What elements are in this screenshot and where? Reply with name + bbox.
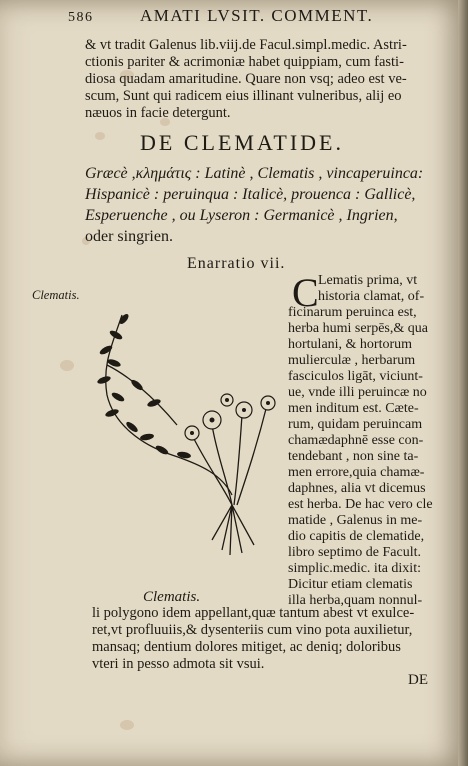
column-line: fasciculos ligāt, viciunt-: [288, 369, 423, 384]
full-line: mansaq; dentium dolores mitiget, ac deniq; doloribus: [92, 639, 401, 655]
full-line: vteri in pesso admota sit vsui.: [92, 656, 265, 672]
column-line: mulierculæ , herbarum: [288, 353, 416, 368]
page-edge: [458, 0, 468, 766]
names-line: oder singrien.: [85, 228, 173, 245]
column-line: libro septimo de Facult.: [288, 545, 421, 560]
column-line: hortulani, & hortorum: [288, 337, 413, 352]
column-line: historia clamat, of-: [318, 289, 425, 304]
column-line: men errore,quia chamæ-: [288, 465, 425, 480]
intro-line: ctionis pariter & acrimoniæ habet quippiam, cum fasti-: [85, 54, 404, 70]
page-number: 586: [68, 10, 94, 25]
column-line: matide , Galenus in me-: [288, 513, 423, 528]
clematis-woodcut-illustration: [92, 305, 282, 555]
column-line: illa herba,quam nonnul-: [288, 593, 423, 608]
column-line: herba humi serpēs,& qua: [288, 321, 428, 336]
column-line: ue, vnde illi peruincæ no: [288, 385, 427, 400]
names-line: Græcè ,κλημάτις : Latinè , Clematis , vincaperuinca:: [85, 165, 424, 182]
foxing-spot: [120, 720, 134, 730]
intro-line: næuos in facie detergunt.: [85, 105, 231, 121]
column-line: ficinarum peruinca est,: [288, 305, 417, 320]
intro-line: & vt tradit Galenus lib.viij.de Facul.simpl.medic. Astri-: [85, 37, 407, 53]
foxing-spot: [95, 132, 105, 140]
figure-caption: Clematis.: [143, 589, 201, 605]
column-line: rum, quidam peruincam: [288, 417, 423, 432]
column-line: simplic.medic. ita dixit:: [288, 561, 421, 576]
margin-note: Clematis.: [32, 288, 80, 302]
column-line: daphnes, alia vt dicemus: [288, 481, 426, 496]
intro-line: scum, Sunt qui radicem eius illinant vulneribus, alij eo: [85, 88, 402, 104]
drop-cap: C: [292, 270, 319, 315]
running-title: AMATI LVSIT. COMMENT.: [140, 6, 374, 25]
section-title: DE CLEMATIDE.: [140, 130, 344, 155]
full-line: ret,vt profluuiis,& dysenteriis cum vino pota auxilietur,: [92, 622, 413, 638]
column-line: dio capitis de clematide,: [288, 529, 425, 544]
enarratio-heading: Enarratio vii.: [187, 255, 286, 272]
column-line: men inditum est. Cæte-: [288, 401, 419, 416]
column-line: chamædaphnē esse con-: [288, 433, 424, 448]
foxing-spot: [60, 360, 74, 371]
names-line: Esperuenche , ou Lyseron : Germanicè , Ingrien,: [85, 207, 398, 224]
column-line: Dicitur etiam clematis: [288, 577, 413, 592]
column-line: tendebant , non sine ta-: [288, 449, 419, 464]
column-line: Lematis prima, vt: [318, 273, 418, 288]
catchword: DE: [408, 672, 428, 688]
column-line: est herba. De hac vero cle: [288, 497, 433, 512]
intro-line: diosa quadam amaritudine. Quare non vsq; adeo est ve-: [85, 71, 407, 87]
names-line: Hispanicè : peruinqua : Italicè, prouenca : Gallicè,: [85, 186, 416, 203]
full-line: li polygono idem appellant,quæ tantum abest vt exulce-: [92, 605, 415, 621]
